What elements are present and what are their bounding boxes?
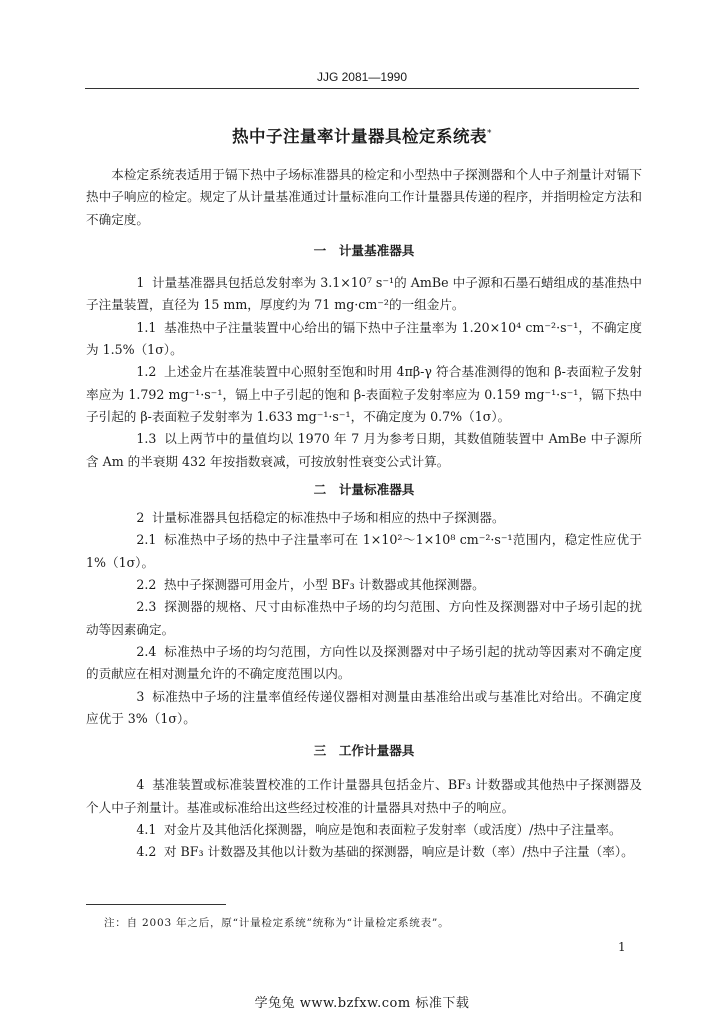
clause [86,596,642,641]
clause-text: 基准装置或标准装置校准的工作计量器具包括金片、BF₃ 计数器或其他热中子探测器及个人中子剂量计。基准或标准给出这些经过校准的计量器具对热中子的响应。 [86,777,642,815]
clause-number: 4.2 [136,844,157,860]
clause-text: 计量基准器具包括总发射率为 3.1×10⁷ s⁻¹的 AmBe 中子源和石墨石蜡组成的基准热中子注量装置，直径为 15 mm，厚度约为 71 mg·cm⁻²的一组金片。 [86,275,642,313]
clause [86,686,642,731]
clause [86,428,642,473]
clause-number: 2.4 [136,643,157,659]
document-body [86,164,642,864]
watermark-text: 学兔兔 www.bzfxw.com 标准下载 [254,996,470,1011]
clause-text: 计量标准器具包括稳定的标准热中子场和相应的热中子探测器。 [151,510,505,526]
clause-number: 2.1 [136,532,157,548]
title-text: 热中子注量率计量器具检定系统表 [232,127,487,146]
clause-number: 4 [136,777,145,793]
section-heading: 二 计量标准器具 [313,481,415,497]
clause [86,641,642,686]
clause-text: 上述金片在基准装置中心照射至饱和时用 4πβ-γ 符合基准测得的饱和 β-表面粒子发射率应为 1.792 mg⁻¹·s⁻¹，镉上中子引起的饱和 β-表面粒子发射率应为 0.159 mg⁻¹·s⁻¹，镉下热中子引起的 β-表面粒子发射率为 1.633 mg⁻¹·s⁻¹，不确定度为 0.7%（1σ）。 [86,364,642,424]
clause-text: 热中子探测器可用金片，小型 BF₃ 计数器或其他探测器。 [163,577,485,593]
clause-number: 3 [136,688,145,704]
clause-number: 1.2 [136,364,157,380]
header-rule [85,88,639,89]
clause-number: 2 [136,510,145,526]
page-number: 1 [618,940,626,954]
clause [86,272,642,317]
clause [86,507,642,529]
clause [86,317,642,362]
clause-number: 2.3 [136,599,157,615]
clause [86,841,642,863]
clause [86,819,642,841]
page-title [0,123,724,147]
clause-text: 标准热中子场的均匀范围，方向性以及探测器对中子场引起的扰动等因素对不确定度的贡献应在相对测量允许的不确定度范围以内。 [86,643,642,682]
clause-text: 标准热中子场的热中子注量率可在 1×10²～1×10⁸ cm⁻²·s⁻¹范围内，稳定性应优于 1%（1σ）。 [86,532,642,570]
clause-text: 对金片及其他活化探测器，响应是饱和表面粒子发射率（或活度）/热中子注量率。 [163,822,622,838]
clause [86,529,642,574]
clause-text: 对 BF₃ 计数器及其他以计数为基础的探测器，响应是计数（率）/热中子注量（率）。 [163,844,634,860]
title-footnote-mark: * [487,128,492,139]
clause-number: 1.1 [136,319,157,335]
clause-number: 4.1 [136,822,157,838]
clause-text: 标准热中子场的注量率值经传递仪器相对测量由基准给出或与基准比对给出。不确定度应优于 3%（1σ）。 [86,688,642,726]
clause-number: 1.3 [136,431,157,447]
footnote-rule [86,904,226,905]
clause-text: 探测器的规格、尺寸由标准热中子场的均匀范围、方向性及探测器对中子场引起的扰动等因素确定。 [86,599,642,637]
footnote: 注：自 2003 年之后，原“计量检定系统”统称为“计量检定系统表”。 [104,917,450,929]
section-heading: 三 工作计量器具 [313,743,415,759]
header-standard-code: JJG 2081—1990 [316,70,408,84]
clause [86,361,642,428]
clause [86,774,642,819]
clause-text: 以上两节中的量值均以 1970 年 7 月为参考日期，其数值随装置中 AmBe 中子源所含 Am 的半衰期 432 年按指数衰减，可按放射性衰变公式计算。 [86,431,642,469]
section-heading: 一 计量基准器具 [313,242,415,258]
intro-paragraph: 本检定系统表适用于镉下热中子场标准器具的检定和小型热中子探测器和个人中子剂量计对镉下热中子响应的检定。规定了从计量基准通过计量标准向工作计量器具传递的程序，并指明检定方法和不确定度。 [86,167,642,227]
clause [86,574,642,596]
clause-number: 2.2 [136,577,157,593]
clause-number: 1 [136,275,145,291]
clause-text: 基准热中子注量装置中心给出的镉下热中子注量率为 1.20×10⁴ cm⁻²·s⁻¹，不确定度为 1.5%（1σ）。 [86,319,642,358]
